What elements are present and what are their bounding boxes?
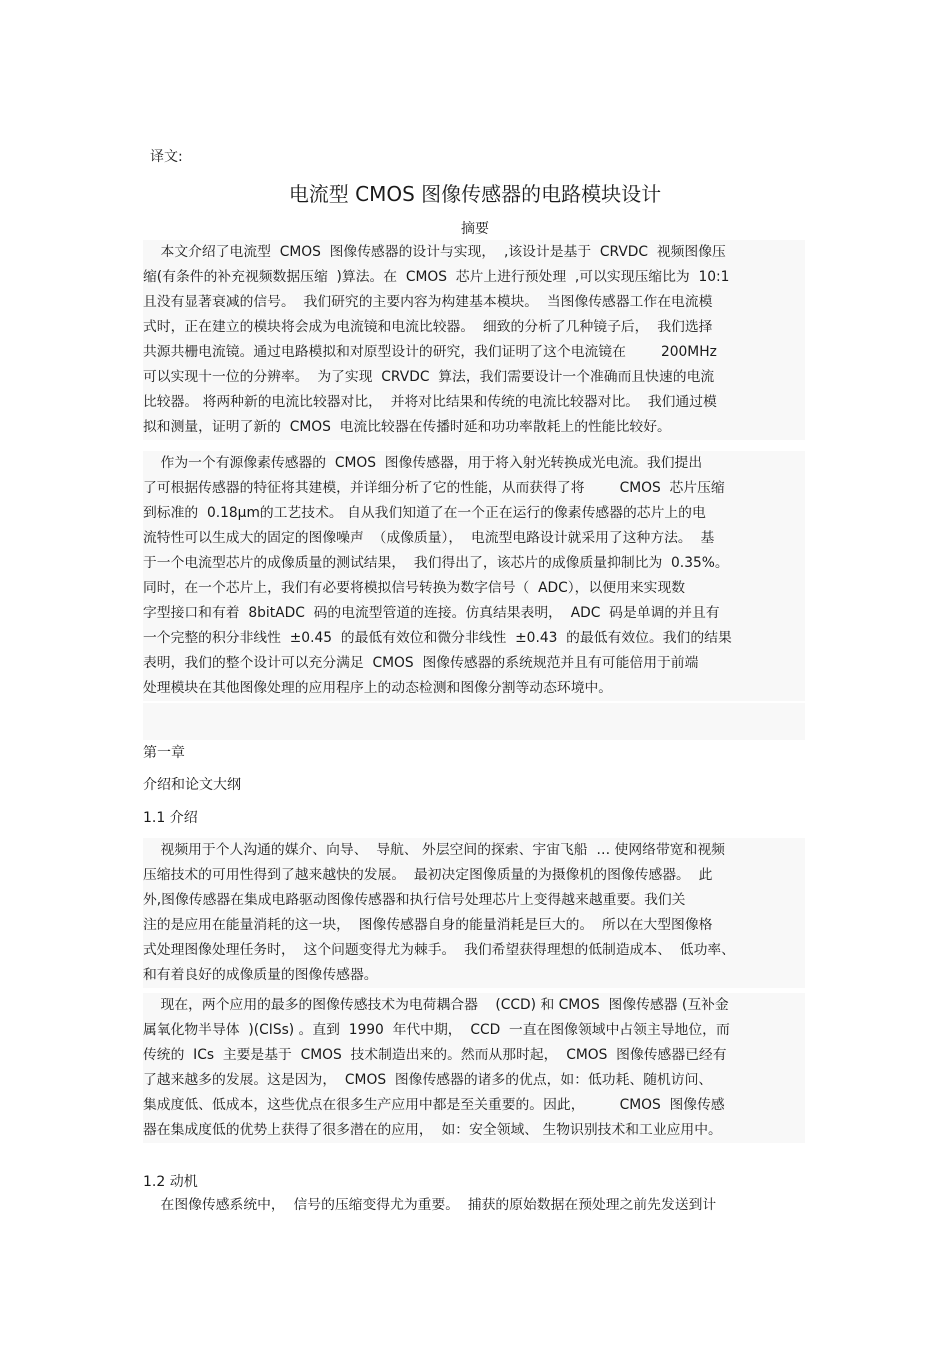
text-line <box>143 240 805 265</box>
text-line-content: 且没有显著衰减的信号。 我们研究的主要内容为构建基本模块。 当图像传感器工作在电流模 <box>143 294 713 310</box>
text-line <box>143 651 805 676</box>
shaded-gap <box>143 703 805 740</box>
text-line <box>143 551 805 576</box>
text-line-content: 比较器。 将两种新的电流比较器对比， 并将对比结果和传统的电流比较器对比。 我们通过模 <box>143 394 717 410</box>
text-line <box>143 993 805 1018</box>
text-line <box>143 365 805 390</box>
text-line <box>143 451 805 476</box>
text-line-content: 现在，两个应用的最多的图像传感技术为电荷耦合器 (CCD) 和 CMOS 图像传感器 (互补金 <box>143 997 729 1013</box>
text-line <box>143 601 805 626</box>
chapter-title: 介绍和论文大纲 <box>143 777 241 793</box>
text-line-content: 处理模块在其他图像处理的应用程序上的动态检测和图像分割等动态环境中。 <box>143 680 613 696</box>
document-title: 电流型 CMOS 图像传感器的电路模块设计 <box>288 182 662 206</box>
abstract-paragraph-2 <box>143 451 805 701</box>
text-line-content: 字型接口和有着 8bitADC 码的电流型管道的连接。仿真结果表明， ADC 码是单调的并且有 <box>143 605 720 621</box>
text-line <box>143 340 805 365</box>
text-line <box>143 315 805 340</box>
text-line-content: 缩(有条件的补充视频数据压缩 )算法。在 CMOS 芯片上进行预处理 ,可以实现压缩比为 10:1 <box>143 269 730 285</box>
text-line-content: 在图像传感系统中， 信号的压缩变得尤为重要。 捕获的原始数据在预处理之前先发送到计 <box>143 1197 717 1213</box>
text-line <box>143 476 805 501</box>
text-line-content: 注的是应用在能量消耗的这一块， 图像传感器自身的能量消耗是巨大的。 所以在大型图像格 <box>143 917 713 933</box>
text-line-content: 流特性可以生成大的固定的图像噪声 （成像质量）， 电流型电路设计就采用了这种方法。 基 <box>143 530 715 546</box>
text-line-content: 一个完整的积分非线性 ±0.45 的最低有效位和微分非线性 ±0.43 的最低有效位。我们的结果 <box>143 630 732 646</box>
text-line-content: 传统的 ICs 主要是基于 CMOS 技术制造出来的。然而从那时起， CMOS 图像传感器已经有 <box>143 1047 727 1063</box>
text-line <box>143 501 805 526</box>
intro-paragraph-2 <box>143 993 805 1143</box>
text-line <box>143 526 805 551</box>
text-line-content: 可以实现十一位的分辨率。 为了实现 CRVDC 算法，我们需要设计一个准确而且快速的电流 <box>143 369 715 385</box>
text-line <box>143 1093 805 1118</box>
text-line <box>143 938 805 963</box>
chapter-heading: 第一章 <box>143 745 185 761</box>
text-line <box>143 913 805 938</box>
text-line-content: 视频用于个人沟通的媒介、向导、 导航、 外层空间的探索、宇宙飞船 … 使网络带宽和视频 <box>143 842 725 858</box>
text-line <box>143 1018 805 1043</box>
text-line <box>143 415 805 440</box>
motivation-paragraph <box>143 1193 805 1218</box>
text-line-content: 共源共栅电流镜。通过电路模拟和对原型设计的研究，我们证明了这个电流镜在 200MHz <box>143 344 717 360</box>
text-line-content: 式时，正在建立的模块将会成为电流镜和电流比较器。 细致的分析了几种镜子后， 我们选择 <box>143 319 713 335</box>
text-line-content: 于一个电流型芯片的成像质量的测试结果， 我们得出了，该芯片的成像质量抑制比为 0.35%。 <box>143 555 729 571</box>
text-line <box>143 390 805 415</box>
text-line-content: 属氧化物半导体 )(CISs) 。直到 1990 年代中期， CCD 一直在图像领域中占领主导地位，而 <box>143 1022 730 1038</box>
abstract-paragraph-1 <box>143 240 805 440</box>
text-line-content: 式处理图像处理任务时， 这个问题变得尤为棘手。 我们希望获得理想的低制造成本、 低功率、 <box>143 942 735 958</box>
text-line <box>143 265 805 290</box>
text-line-content: 了越来越多的发展。这是因为， CMOS 图像传感器的诸多的优点，如：低功耗、随机访问、 <box>143 1072 713 1088</box>
text-line <box>143 963 805 988</box>
text-line-content: 到标准的 0.18μm的工艺技术。 自从我们知道了在一个正在运行的像素传感器的芯片上的电 <box>143 505 706 521</box>
text-line <box>143 576 805 601</box>
text-line-content: 集成度低、低成本，这些优点在很多生产应用中都是至关重要的。因此， CMOS 图像传感 <box>143 1097 725 1113</box>
text-line <box>143 888 805 913</box>
text-line-content: 和有着良好的成像质量的图像传感器。 <box>143 967 378 983</box>
text-line-content: 表明，我们的整个设计可以充分满足 CMOS 图像传感器的系统规范并且有可能倍用于前端 <box>143 655 699 671</box>
text-line <box>143 1118 805 1143</box>
section-1-2-heading: 1.2 动机 <box>143 1174 198 1190</box>
text-line-content: 本文介绍了电流型 CMOS 图像传感器的设计与实现， ,该设计是基于 CRVDC 视频图像压 <box>143 244 726 260</box>
text-line-content: 同时，在一个芯片上，我们有必要将模拟信号转换为数字信号（ ADC），以便用来实现数 <box>143 580 686 596</box>
text-line-content: 拟和测量，证明了新的 CMOS 电流比较器在传播时延和功功率散耗上的性能比较好。 <box>143 419 671 435</box>
text-line <box>143 1193 805 1218</box>
text-line <box>143 290 805 315</box>
text-line-content: 压缩技术的可用性得到了越来越快的发展。 最初决定图像质量的为摄像机的图像传感器。 此 <box>143 867 713 883</box>
text-line-content: 作为一个有源像素传感器的 CMOS 图像传感器，用于将入射光转换成光电流。我们提出 <box>143 455 703 471</box>
text-line <box>143 863 805 888</box>
text-line <box>143 626 805 651</box>
text-line <box>143 838 805 863</box>
text-line <box>143 1068 805 1093</box>
text-line-content: 外,图像传感器在集成电路驱动图像传感器和执行信号处理芯片上变得越来越重要。我们关 <box>143 892 686 908</box>
text-line-content: 器在集成度低的优势上获得了很多潜在的应用， 如：安全领域、 生物识别技术和工业应用中。 <box>143 1122 722 1138</box>
text-line <box>143 1043 805 1068</box>
intro-paragraph-1 <box>143 838 805 988</box>
section-1-1-heading: 1.1 介绍 <box>143 810 198 826</box>
text-line <box>143 676 805 701</box>
translation-label: 译文: <box>150 149 183 165</box>
abstract-heading: 摘要 <box>461 221 489 237</box>
text-line-content: 了可根据传感器的特征将其建模，并详细分析了它的性能，从而获得了将 CMOS 芯片压缩 <box>143 480 725 496</box>
